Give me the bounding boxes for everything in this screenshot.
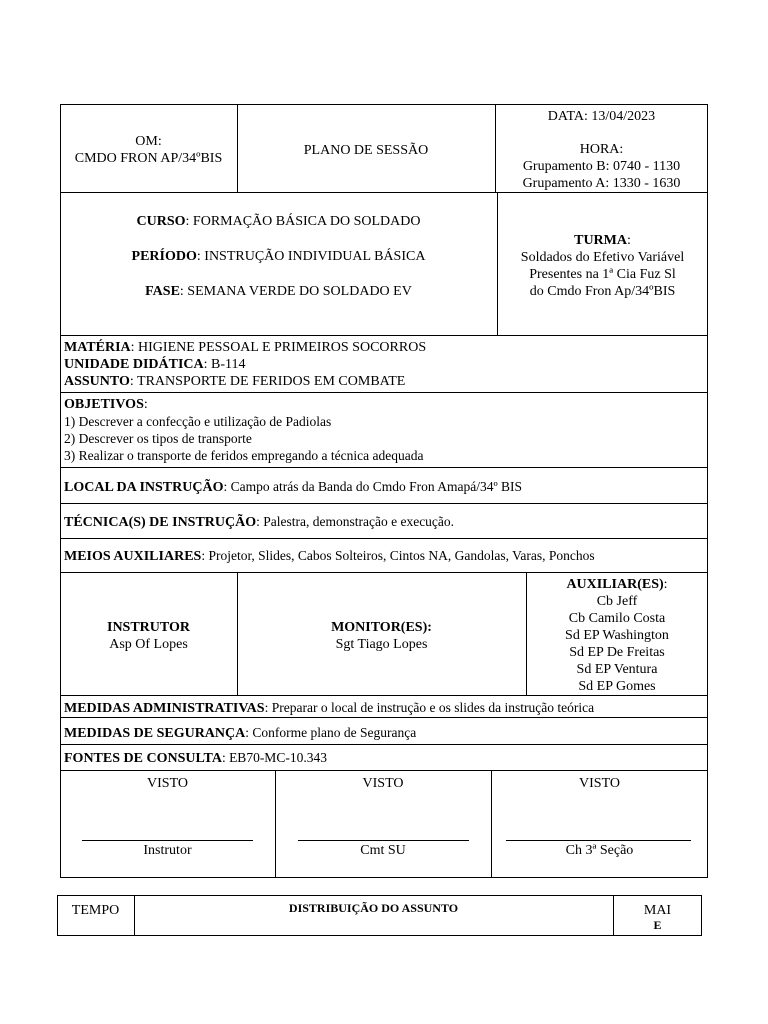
auxiliar-colon: : (663, 577, 668, 592)
meios-row (64, 547, 704, 565)
fase-line (60, 283, 497, 300)
objective-item: 3) Realizar o transporte de feridos empregando a técnica adequada (64, 448, 424, 463)
fase-value: : SEMANA VERDE DO SOLDADO EV (179, 284, 412, 299)
local-row (64, 478, 704, 496)
curso-line (60, 213, 497, 230)
om-label: OM: (135, 134, 162, 149)
mai-header (613, 902, 702, 931)
signature-line-3 (506, 840, 691, 841)
visto-title-1: VISTO (147, 776, 188, 791)
objective-item: 1) Descrever a confecção e utilização de Padiolas (64, 414, 332, 429)
turma-colon: : (627, 233, 631, 248)
medidas-adm-label: MEDIDAS ADMINISTRATIVAS (64, 701, 265, 716)
turma-line: Presentes na 1ª Cia Fuz Sl (529, 267, 676, 282)
auxiliar-name: Sd EP Ventura (576, 662, 658, 677)
assunto-value: : TRANSPORTE DE FERIDOS EM COMBATE (129, 374, 406, 389)
unidade-line (64, 356, 704, 373)
fontes-label: FONTES DE CONSULTA (64, 751, 222, 766)
objectives-cell (64, 396, 704, 464)
turma-line: Soldados do Efetivo Variável (520, 250, 685, 265)
medidas-seg-value: : Conforme plano de Segurança (245, 725, 417, 740)
mai-line-1: MAI (643, 903, 672, 918)
visto-sig-3: Ch 3ª Seção (565, 843, 634, 858)
unidade-label: UNIDADE DIDÁTICA (64, 357, 204, 372)
visto-sig-1: Instrutor (143, 843, 192, 858)
instrutor-name: Asp Of Lopes (109, 637, 188, 652)
periodo-value: : INSTRUÇÃO INDIVIDUAL BÁSICA (196, 249, 426, 264)
monitor-label-text: MONITOR(ES): (331, 620, 432, 635)
instrutor-cell (60, 619, 237, 653)
date: DATA: 13/04/2023 (547, 109, 656, 124)
medidas-seg-row (64, 724, 704, 742)
hora-label: HORA: (579, 142, 624, 157)
auxiliar-name: Sd EP Gomes (578, 679, 656, 694)
objectives-heading (64, 396, 704, 413)
turma-heading (497, 232, 708, 249)
unidade-value: : B-114 (203, 357, 246, 372)
mai-line-2: E (653, 918, 662, 932)
tecnica-value: : Palestra, demonstração e execução. (256, 514, 455, 529)
assunto-line (64, 373, 704, 390)
auxiliar-name: Sd EP Washington (565, 628, 669, 643)
local-value: : Campo atrás da Banda do Cmdo Fron Amapá/34º BIS (223, 479, 523, 494)
distribuicao-header: DISTRIBUIÇÃO DO ASSUNTO (288, 901, 459, 915)
objectives-colon: : (143, 397, 148, 412)
tecnica-label: TÉCNICA(S) DE INSTRUÇÃO (64, 515, 257, 530)
assunto-label: ASSUNTO (64, 374, 130, 389)
monitor-cell (237, 619, 526, 653)
monitor-name: Sgt Tiago Lopes (335, 637, 428, 652)
materia-label: MATÉRIA (64, 340, 131, 355)
periodo-line (60, 248, 497, 265)
date-time-cell (495, 108, 708, 192)
subject-cell (64, 339, 704, 390)
om-value: CMDO FRON AP/34ºBIS (74, 151, 223, 166)
objectives-label: OBJETIVOS (64, 397, 144, 412)
curso-label: CURSO (136, 214, 186, 229)
curso-value: : FORMAÇÃO BÁSICA DO SOLDADO (185, 214, 421, 229)
signature-line-2 (298, 840, 469, 841)
auxiliar-name: Sd EP De Freitas (569, 645, 665, 660)
periodo-label: PERÍODO (131, 249, 197, 264)
visto-title-3: VISTO (579, 776, 620, 791)
objective-item: 2) Descrever os tipos de transporte (64, 431, 252, 446)
tempo-header: TEMPO (71, 903, 120, 918)
turma-line: do Cmdo Fron Ap/34ºBIS (529, 284, 676, 299)
auxiliar-name: Cb Jeff (596, 594, 638, 609)
fontes-row (64, 749, 704, 767)
meios-value: : Projetor, Slides, Cabos Solteiros, Cintos NA, Gandolas, Varas, Ponchos (201, 548, 595, 563)
visto-sig-2: Cmt SU (360, 843, 406, 858)
materia-line (64, 339, 704, 356)
grupamento-a: Grupamento A: 1330 - 1630 (522, 176, 681, 191)
instrutor-label (60, 619, 237, 636)
course-cell (60, 213, 497, 300)
auxiliar-name: Cb Camilo Costa (568, 611, 666, 626)
tecnica-row (64, 513, 704, 531)
fase-label: FASE (145, 284, 180, 299)
meios-label: MEIOS AUXILIARES (64, 549, 202, 564)
grupamento-b: Grupamento B: 0740 - 1130 (522, 159, 681, 174)
medidas-seg-label: MEDIDAS DE SEGURANÇA (64, 726, 246, 741)
fontes-value: : EB70-MC-10.343 (221, 750, 327, 765)
medidas-adm-value: : Preparar o local de instrução e os slides da instrução teórica (264, 700, 595, 715)
signature-line-1 (82, 840, 253, 841)
visto-title-2: VISTO (362, 776, 404, 791)
materia-value: : HIGIENE PESSOAL E PRIMEIROS SOCORROS (130, 340, 427, 355)
om-cell (60, 133, 237, 167)
instrutor-label-text: INSTRUTOR (107, 620, 190, 635)
turma-cell (497, 232, 708, 300)
medidas-adm-row (64, 699, 704, 717)
auxiliar-heading (526, 576, 708, 593)
page-title: PLANO DE SESSÃO (303, 143, 429, 158)
auxiliar-cell (526, 576, 708, 695)
turma-label: TURMA (574, 233, 627, 248)
monitor-label (237, 619, 526, 636)
local-label: LOCAL DA INSTRUÇÃO (64, 480, 224, 495)
auxiliar-label: AUXILIAR(ES) (566, 577, 664, 592)
